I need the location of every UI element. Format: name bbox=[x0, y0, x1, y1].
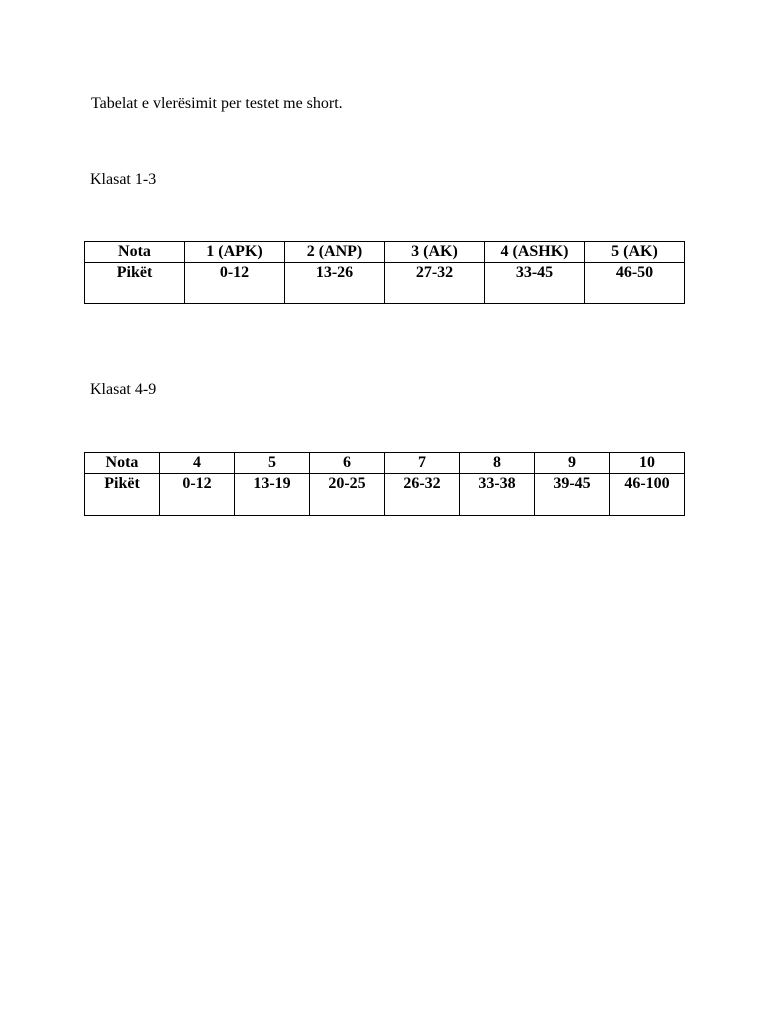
table-cell: 9 bbox=[535, 453, 610, 474]
table-cell: 10 bbox=[610, 453, 685, 474]
table-cell: 6 bbox=[310, 453, 385, 474]
table-cell: 1 (APK) bbox=[185, 242, 285, 263]
table-cell: 3 (AK) bbox=[385, 242, 485, 263]
grading-table-grades-1-3 bbox=[84, 241, 685, 304]
table-cell: 13-19 bbox=[235, 474, 310, 516]
document-intro: Tabelat e vlerësimit per testet me short. bbox=[91, 95, 343, 112]
table-cell: 7 bbox=[385, 453, 460, 474]
table-cell: 4 bbox=[160, 453, 235, 474]
table-cell: 20-25 bbox=[310, 474, 385, 516]
table-cell: 39-45 bbox=[535, 474, 610, 516]
table-cell: Pikët bbox=[85, 263, 185, 304]
table-cell: Nota bbox=[85, 453, 160, 474]
table-cell: 13-26 bbox=[285, 263, 385, 304]
table-cell: 0-12 bbox=[185, 263, 285, 304]
table-cell: 5 bbox=[235, 453, 310, 474]
table-cell: 33-45 bbox=[485, 263, 585, 304]
section-label-grades-4-9: Klasat 4-9 bbox=[90, 381, 157, 398]
table-cell: 33-38 bbox=[460, 474, 535, 516]
table-cell: 8 bbox=[460, 453, 535, 474]
table-cell: 27-32 bbox=[385, 263, 485, 304]
table-header-row bbox=[85, 242, 685, 263]
table-cell: 0-12 bbox=[160, 474, 235, 516]
table-cell: 46-50 bbox=[585, 263, 685, 304]
table-header-row bbox=[85, 453, 685, 474]
table-cell: Nota bbox=[85, 242, 185, 263]
table-cell: 46-100 bbox=[610, 474, 685, 516]
table-row bbox=[85, 474, 685, 516]
table-cell: 2 (ANP) bbox=[285, 242, 385, 263]
table-cell: Pikët bbox=[85, 474, 160, 516]
table-row bbox=[85, 263, 685, 304]
table-cell: 4 (ASHK) bbox=[485, 242, 585, 263]
section-label-grades-1-3: Klasat 1-3 bbox=[90, 171, 157, 188]
table-cell: 26-32 bbox=[385, 474, 460, 516]
grading-table-grades-4-9 bbox=[84, 452, 685, 516]
table-cell: 5 (AK) bbox=[585, 242, 685, 263]
